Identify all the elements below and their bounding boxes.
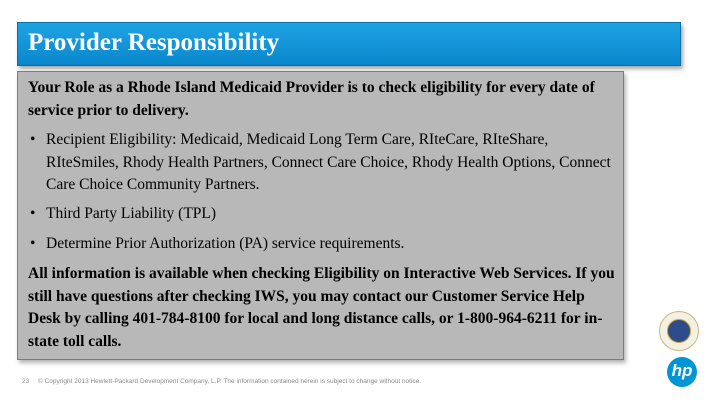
bullet-dot: • <box>30 131 36 148</box>
content-box <box>17 71 624 360</box>
bullet-dot: • <box>30 205 36 222</box>
bullet-text-eligibility: Recipient Eligibility: Medicaid, Medicaid Long Term Care, RIteCare, RIteShare, RIteSmiles, Rhody Health Partners, Connect Care Choice, Rhody Health Options, Connect Care Choice Community Partners. <box>46 131 611 193</box>
bullet-dot: • <box>30 235 36 252</box>
title-bar <box>17 22 681 66</box>
intro-text: Your Role as a Rhode Island Medicaid Provider is to check eligibility for every date of service prior to delivery. <box>28 79 595 119</box>
closing-text: All information is available when checking Eligibility on Interactive Web Services. If you still have questions after checking IWS, you may contact our Customer Service Help Desk by calling 401-784-8100 for local and long distance calls, or 1-800-964-6211 for in-state toll calls. <box>28 265 615 350</box>
seal-emblem <box>667 319 691 343</box>
hp-logo-icon <box>667 357 697 387</box>
page-title: Provider Responsibility <box>28 29 280 56</box>
footer-copyright: © Copyright 2013 Hewlett-Packard Development Company, L.P. The information contained herein is subject to change without notice. <box>38 378 422 385</box>
bullet-text-tpl: Third Party Liability (TPL) <box>46 205 217 222</box>
bullet-text-prior-auth: Determine Prior Authorization (PA) service requirements. <box>46 235 405 252</box>
page-number: 23 <box>22 378 30 385</box>
state-seal-icon <box>659 311 699 351</box>
hp-logo-text: hp <box>671 361 693 380</box>
